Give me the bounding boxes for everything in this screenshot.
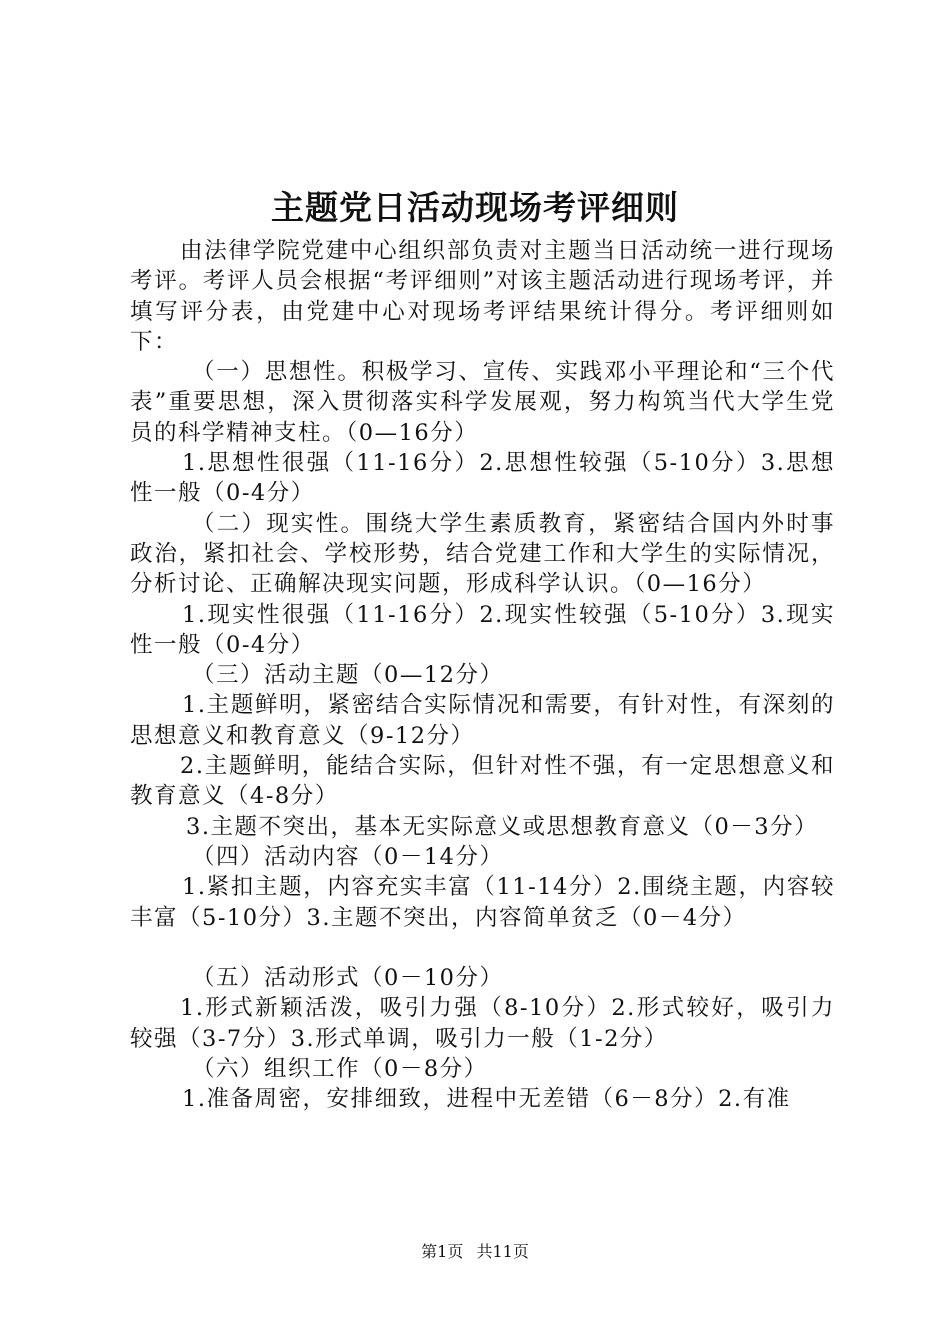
section-4-items: 1.紧扣主题，内容充实丰富（11-14分）2.围绕主题，内容较丰富（5-10分）3.主题不突出，内容简单贫乏（0－4分）: [130, 874, 835, 931]
section-3-item-3: 3.主题不突出，基本无实际意义或思想教育意义（0－3分）: [186, 813, 819, 840]
document-body: [130, 236, 835, 1115]
section-3-item-1: 1.主题鲜明，紧密结合实际情况和需要，有针对性，有深刻的思想意义和教育意义（9-12分）: [130, 692, 835, 749]
section-6-items: 1.准备周密，安排细致，进程中无差错（6－8分）2.有准: [182, 1086, 791, 1113]
section-2-items: 1.现实性很强（11-16分）2.现实性较强（5-10分）3.现实性一般（0-4分）: [130, 601, 835, 658]
section-4-heading: （四）活动内容（0－14分）: [192, 843, 504, 870]
section-1-heading: （一）思想性。积极学习、宣传、实践邓小平理论和“三个代表”重要思想，深入贯彻落实科学发展观，努力构筑当代大学生党员的科学精神支柱。（0—16分）: [130, 359, 835, 446]
page-footer: [0, 1240, 950, 1264]
section-3-item-2: 2.主题鲜明，能结合实际，但针对性不强，有一定思想意义和教育意义（4-8分）: [130, 753, 835, 810]
document-title: 主题党日活动现场考评细则: [271, 188, 679, 227]
page-number: 第1页: [421, 1242, 464, 1261]
section-3-heading: （三）活动主题（0—12分）: [192, 662, 504, 689]
section-6-heading: （六）组织工作（0－8分）: [192, 1056, 488, 1083]
page-total: 共11页: [476, 1242, 529, 1261]
section-5-items: 1.形式新颖活泼，吸引力强（8-10分）2.形式较好，吸引力较强（3-7分）3.形式单调，吸引力一般（1-2分）: [130, 995, 835, 1052]
section-2-heading: （二）现实性。围绕大学生素质教育，紧密结合国内外时事政治，紧扣社会、学校形势，结合党建工作和大学生的实际情况，分析讨论、正确解决现实问题，形成科学认识。（0—16分）: [130, 510, 835, 598]
section-1-items: 1.思想性很强（11-16分）2.思想性较强（5-10分）3.思想性一般（0-4分）: [130, 450, 835, 507]
section-5-heading: （五）活动形式（0－10分）: [192, 965, 504, 992]
intro-paragraph: 由法律学院党建中心组织部负责对主题当日活动统一进行现场考评。考评人员会根据“考评细则”对该主题活动进行现场考评，并填写评分表，由党建中心对现场考评结果统计得分。考评细则如下：: [130, 238, 835, 355]
paragraph-spacer: [130, 933, 835, 963]
